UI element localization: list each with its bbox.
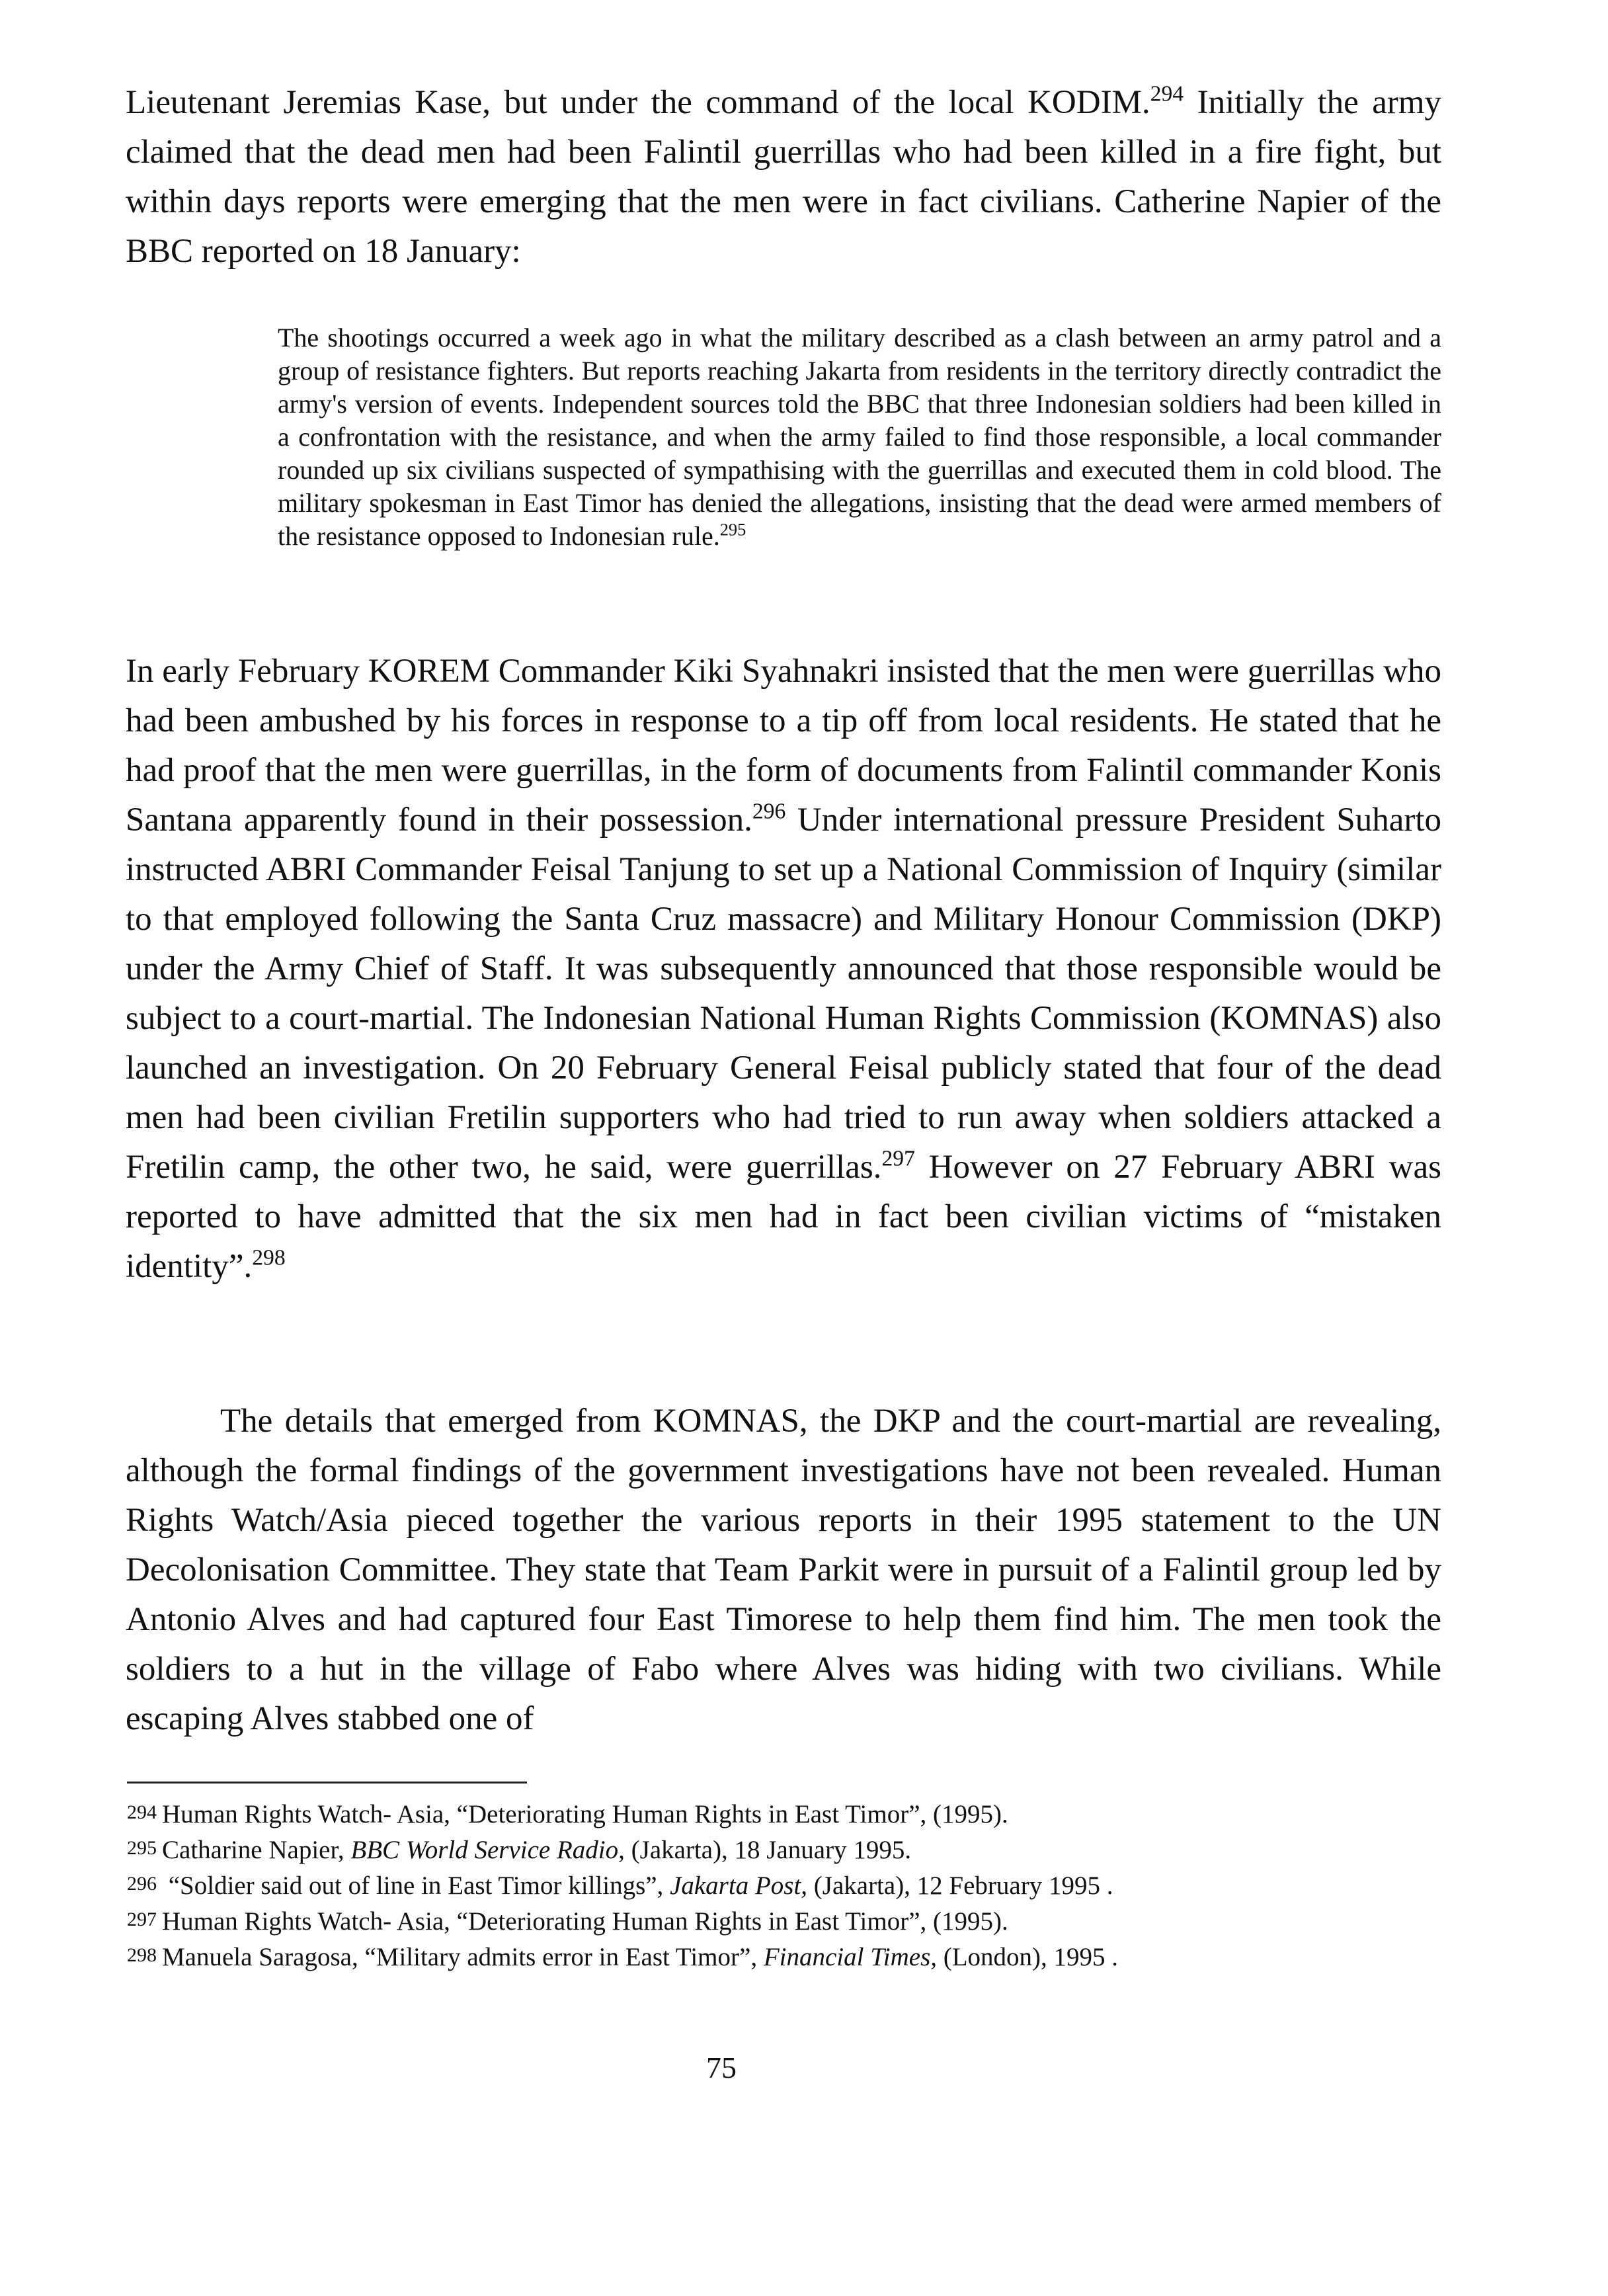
footnote-italic: Financial Times,	[763, 1943, 937, 1971]
footnote-ref-298[interactable]: 298	[252, 1245, 286, 1270]
text-run: Initially the army claimed that the dead men had been Falintil guerrillas who had been killed in a fire fight, but within days reports were emerging that the men were in fact civilians. Catherine Napier of the BBC reported on 18 January:	[126, 84, 1442, 270]
footnote-number: 298	[127, 1944, 157, 1966]
footnote-text: Human Rights Watch- Asia, “Deteriorating Human Rights in East Timor”, (1995).	[162, 1800, 1008, 1828]
text-run: Lieutenant Jeremias Kase, but under the command of the local KODIM.	[126, 84, 1150, 121]
footnote-text: Catharine Napier,	[162, 1836, 351, 1864]
text-run: Under international pressure President Suharto instructed ABRI Commander Feisal Tanjung to set up a National Commission of Inquiry (similar to that employed following the Santa Cruz massacre) and Military Honour Commission (DKP) under the Army Chief of Staff. It was subsequently announced that those responsible would be subject to a court-martial. The Indonesian National Human Rights Commission (KOMNAS) also launched an investigation. On 20 February General Feisal publicly stated that four of the dead men had been civilian Fretilin supporters who had tried to run away when soldiers attacked a Fretilin camp, the other two, he said, were guerrillas.	[126, 801, 1441, 1186]
footnote-number: 294	[127, 1801, 157, 1823]
paragraph-details	[126, 1397, 1441, 1744]
footnote-number: 296	[127, 1873, 157, 1895]
footnote-ref-294[interactable]: 294	[1150, 81, 1184, 106]
footnote-text: (Jakarta), 12 February 1995 .	[807, 1871, 1113, 1900]
footnote-number: 295	[127, 1837, 157, 1859]
footnote-297	[127, 1903, 1443, 1938]
footnote-italic: Jakarta Post,	[670, 1871, 808, 1900]
footnote-text: (Jakarta), 18 January 1995.	[624, 1836, 912, 1864]
page-number: 75	[706, 2051, 737, 2084]
footnote-text: Manuela Saragosa, “Military admits error in East Timor”,	[162, 1943, 764, 1971]
text-run: The details that emerged from KOMNAS, the DKP and the court-martial are revealing, although the formal findings of the government investigations have not been revealed. Human Rights Watch/Asia pieced together the various reports in their 1995 statement to the UN Decolonisation Committee. They state that Team Parkit were in pursuit of a Falintil group led by Antonio Alves and had captured four East Timorese to help them find him. The men took the soldiers to a hut in the village of Fabo where Alves was hiding with two civilians. While escaping Alves stabbed one of	[126, 1403, 1441, 1737]
footnote-ref-297[interactable]: 297	[881, 1146, 915, 1171]
footnote-divider	[127, 1782, 527, 1784]
footnote-ref-295[interactable]: 295	[719, 519, 746, 540]
text-run: In early February KOREM Commander Kiki Syahnakri insisted that the men were guerrillas who had been ambushed by his forces in response to a tip off from local residents. He stated that he had proof that the men were guerrillas, in the form of documents from Falintil commander Konis Santana apparently found in their possession.	[126, 653, 1441, 839]
footnote-text: “Soldier said out of line in East Timor killings”,	[162, 1871, 670, 1900]
footnote-295	[127, 1831, 1443, 1867]
footnote-298	[127, 1938, 1443, 1974]
footnotes-list	[127, 1795, 1443, 1974]
footnote-text: Human Rights Watch- Asia, “Deteriorating Human Rights in East Timor”, (1995).	[162, 1907, 1008, 1936]
footnote-number: 297	[127, 1908, 157, 1930]
footnote-294	[127, 1795, 1443, 1831]
block-quote-bbc	[278, 321, 1441, 553]
footnote-ref-296[interactable]: 296	[752, 799, 786, 824]
quote-text: The shootings occurred a week ago in what the military described as a clash between an army patrol and a group of resistance fighters. But reports reaching Jakarta from residents in the territory directly contradict the army's version of events. Independent sources told the BBC that three Indonesian soldiers had been killed in a confrontation with the resistance, and when the army failed to find those responsible, a local commander rounded up six civilians suspected of sympathising with the guerrillas and executed them in cold blood. The military spokesman in East Timor has denied the allegations, insisting that the dead were armed members of the resistance opposed to Indonesian rule.	[278, 323, 1441, 551]
footnote-text: (London), 1995 .	[937, 1943, 1119, 1971]
footnote-296	[127, 1867, 1443, 1903]
text-run: However on 27 February ABRI was reported to have admitted that the six men had in fact been civilian victims of “mistaken identity”.	[126, 1149, 1441, 1285]
paragraph-february	[126, 647, 1441, 1292]
footnote-italic: BBC World Service Radio,	[350, 1836, 625, 1864]
paragraph-intro	[126, 78, 1441, 276]
